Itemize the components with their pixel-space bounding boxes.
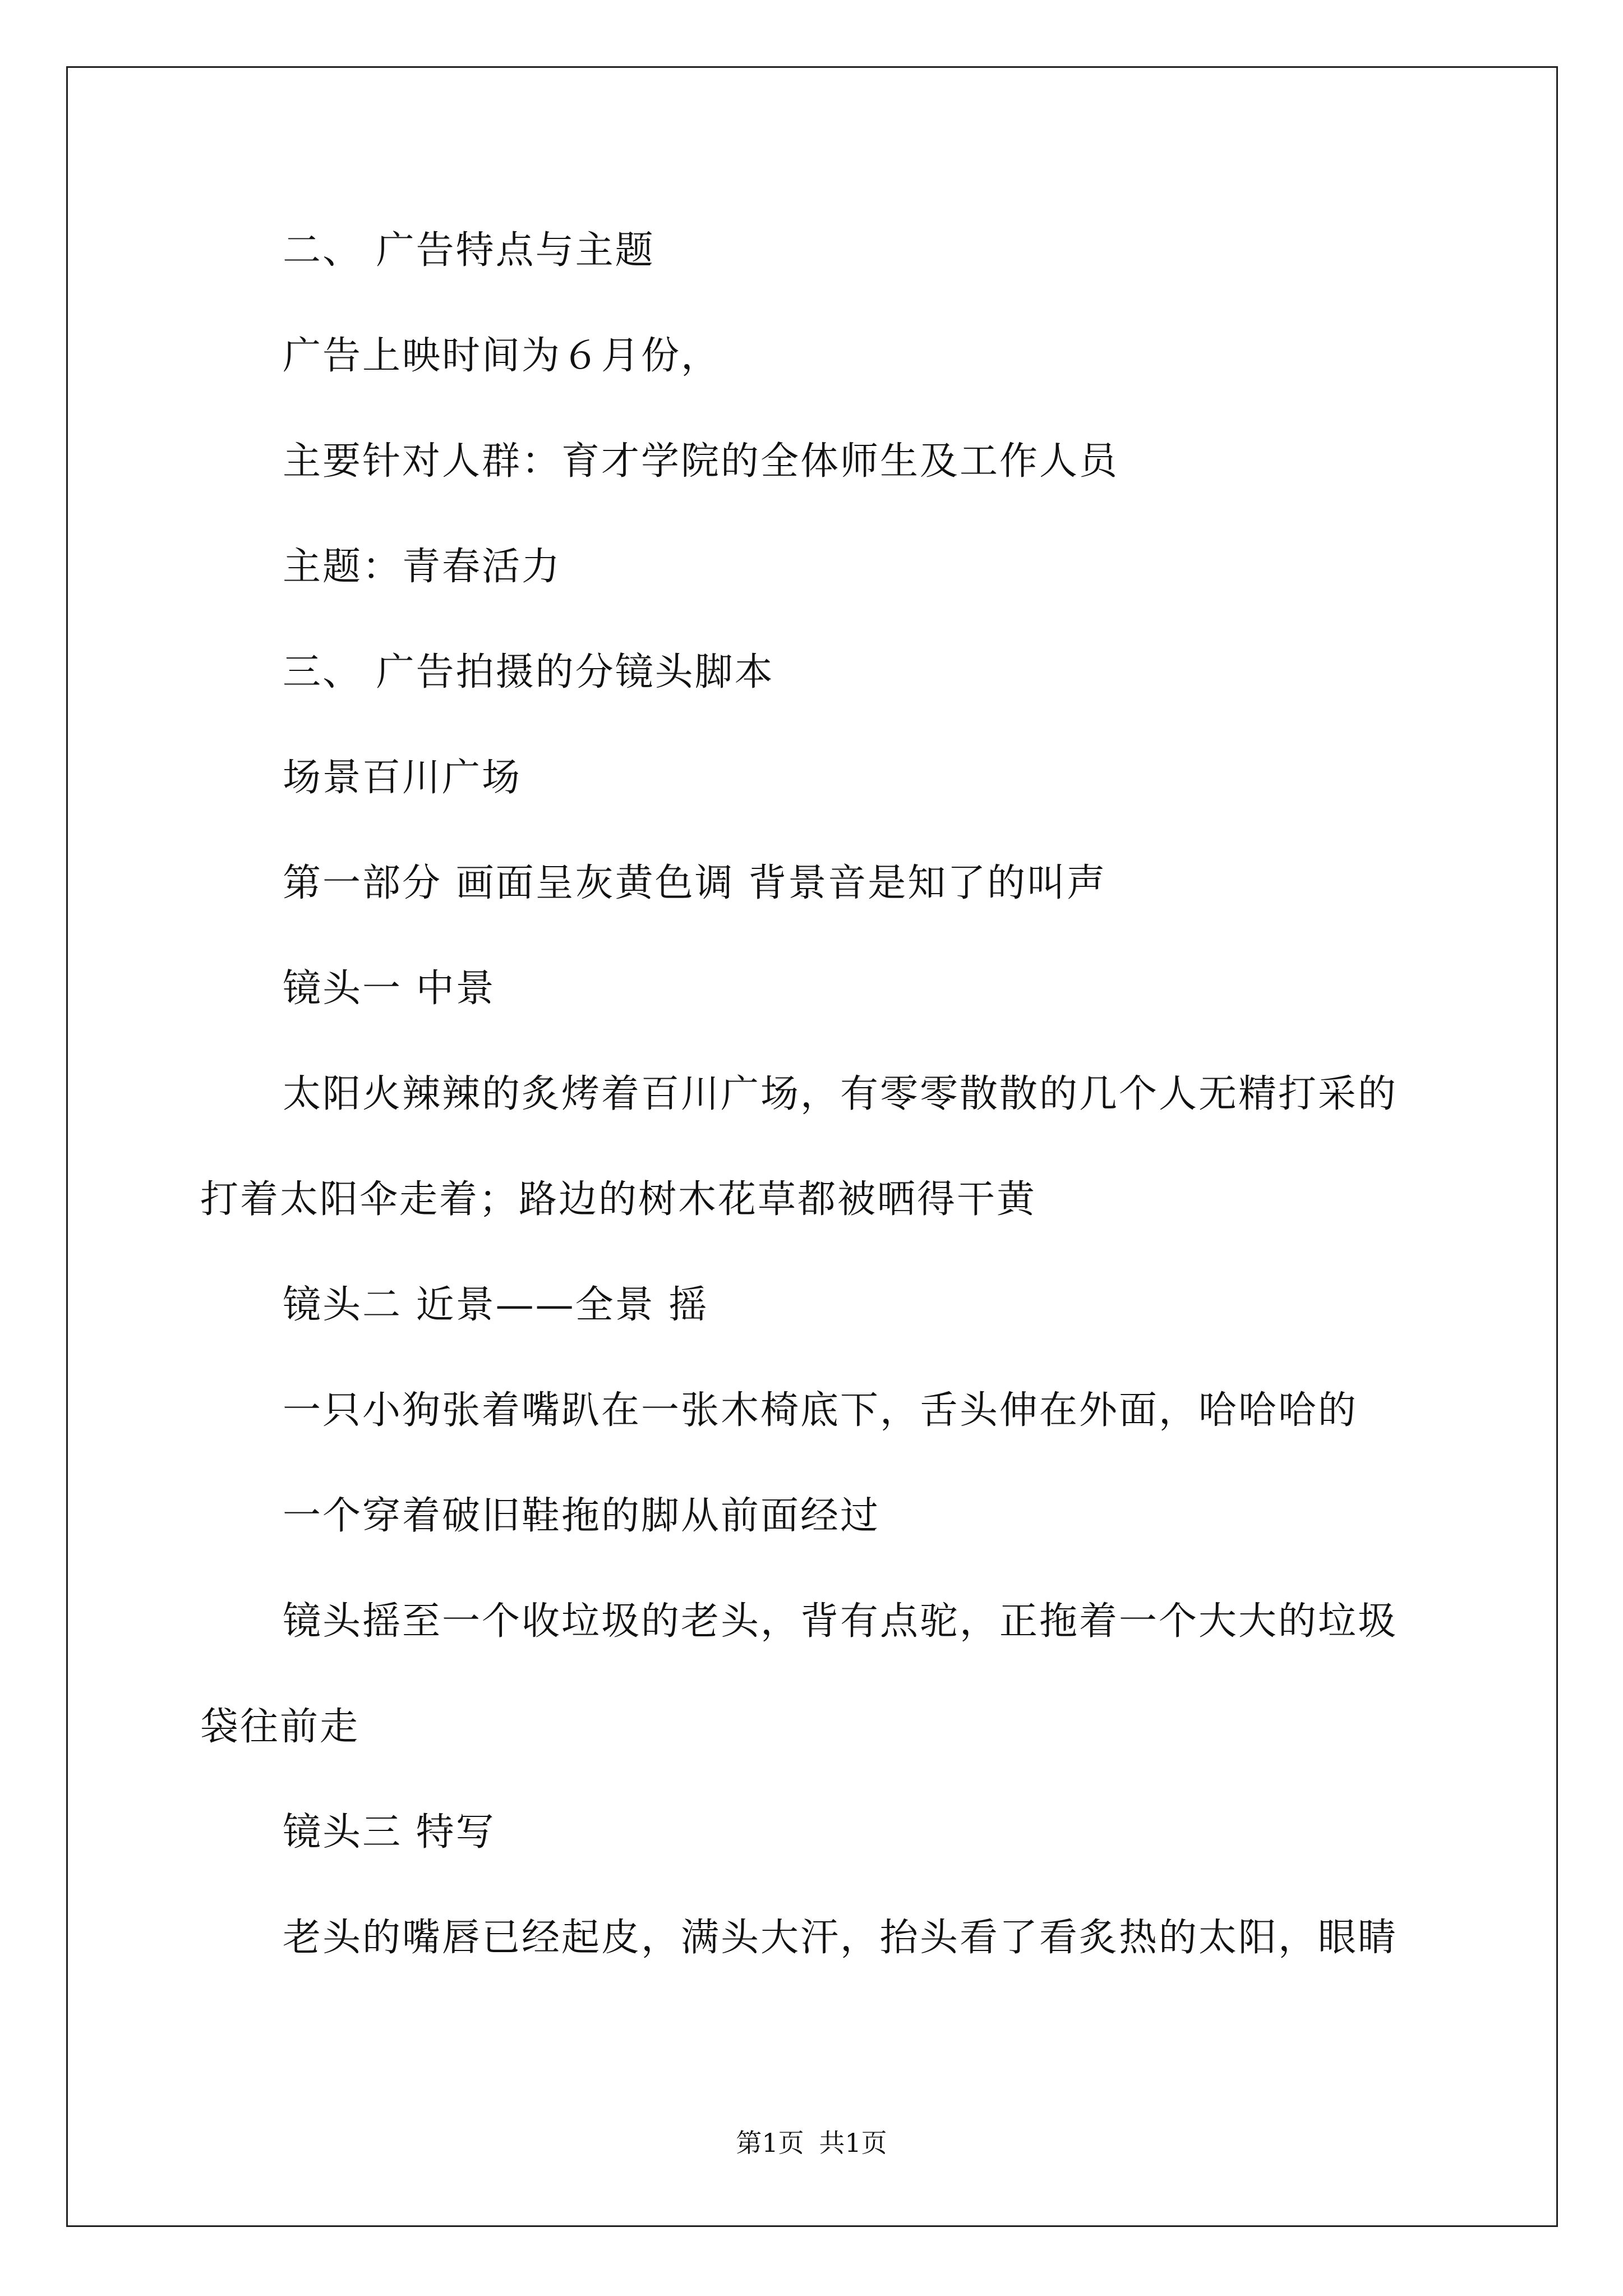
paragraph-line: 老头的嘴唇已经起皮，满头大汗，抬头看了看炙热的太阳，眼睛 (283, 1916, 1398, 1960)
paragraph-line: 场景百川广场 (283, 756, 522, 800)
shot-heading: 镜头一 中景 (283, 967, 496, 1011)
page-number: 第1页 (736, 2128, 804, 2158)
shot-heading: 镜头三 特写 (283, 1810, 496, 1855)
paragraph-line: 主题：青春活力 (283, 545, 562, 589)
section-heading-three: 三、 广告拍摄的分镜头脚本 (283, 650, 774, 694)
paragraph-line: 太阳火辣辣的炙烤着百川广场，有零零散散的几个人无精打采的 (283, 1072, 1398, 1116)
paragraph-line: 广告上映时间为６月份， (283, 334, 721, 378)
paragraph-line: 袋往前走 (200, 1705, 360, 1749)
paragraph-line: 一只小狗张着嘴趴在一张木椅底下，舌头伸在外面，哈哈哈的 (283, 1388, 1358, 1433)
shot-heading: 镜头二 近景——全景 摇 (283, 1283, 709, 1327)
paragraph-line: 一个穿着破旧鞋拖的脚从前面经过 (283, 1494, 880, 1538)
paragraph-line: 主要针对人群：育才学院的全体师生及工作人员 (283, 439, 1119, 484)
page-total: 共1页 (819, 2128, 887, 2158)
section-heading-two: 二、 广告特点与主题 (283, 228, 655, 273)
paragraph-line: 镜头摇至一个收垃圾的老头，背有点驼，正拖着一个大大的垃圾 (283, 1599, 1398, 1644)
paragraph-line: 打着太阳伞走着；路边的树木花草都被晒得干黄 (200, 1177, 1037, 1222)
page-footer (0, 2126, 1623, 2160)
paragraph-line: 第一部分 画面呈灰黄色调 背景音是知了的叫声 (283, 861, 1107, 905)
